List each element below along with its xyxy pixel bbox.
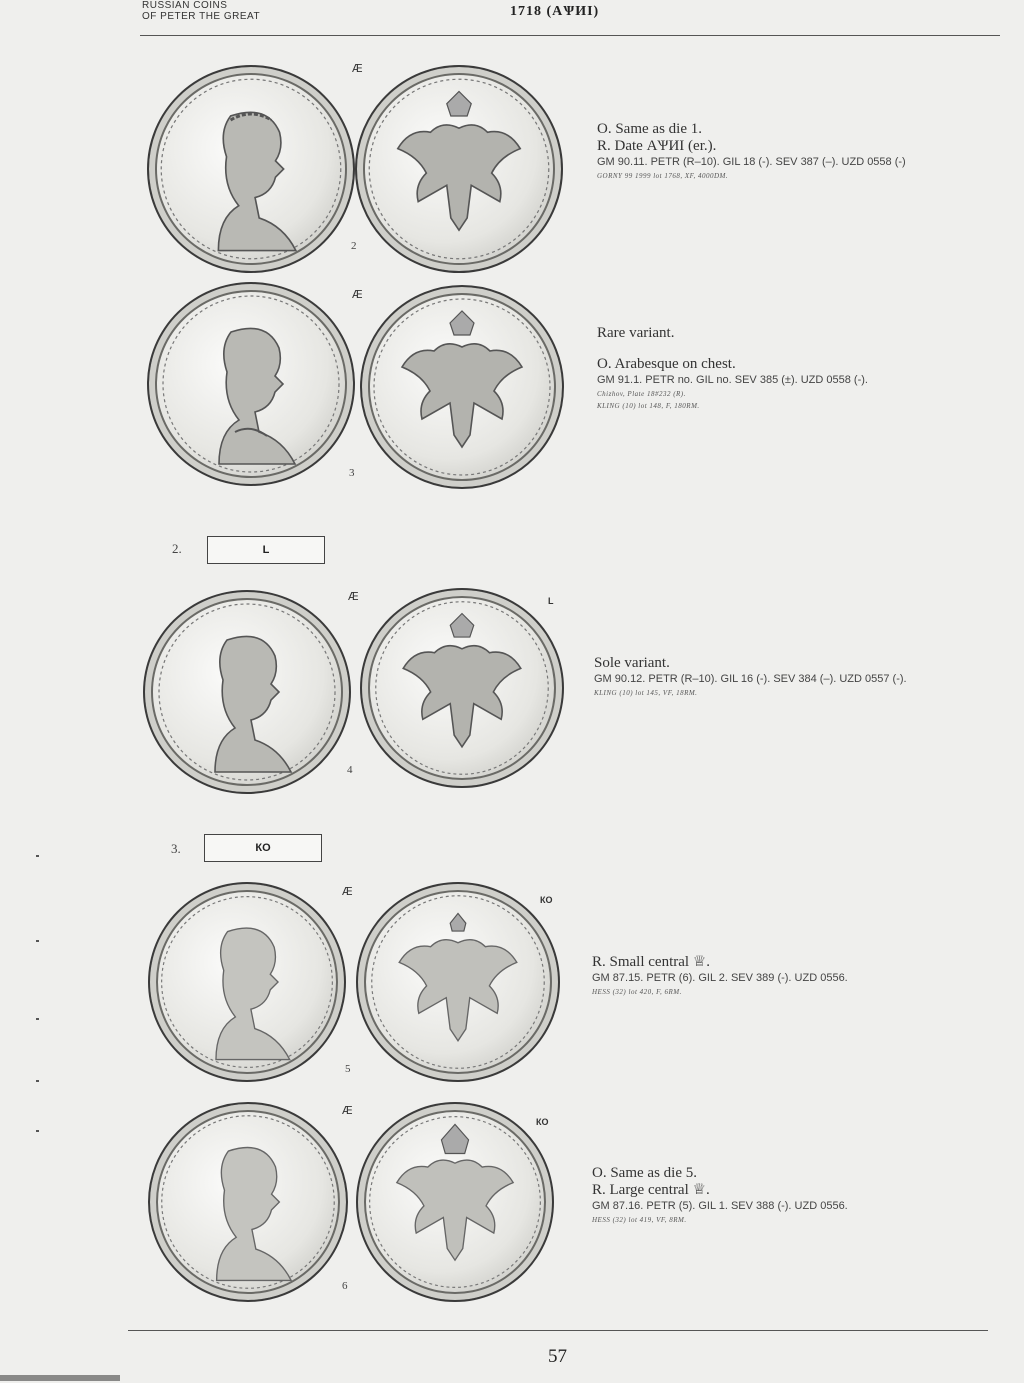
entry-line: R. Date АѰИІ (er.). <box>597 138 717 154</box>
entry-line: Sole variant. <box>594 655 670 671</box>
reverse-coin-image <box>356 1102 554 1302</box>
plate-number: 6 <box>342 1280 348 1292</box>
margin-tick <box>36 855 39 857</box>
book-title-line-1: RUSSIAN COINS <box>142 0 228 11</box>
entry-line: O. Arabesque on chest. <box>597 356 736 372</box>
header-rule <box>140 35 1000 36</box>
book-title <box>142 0 260 22</box>
entry-line: R. Large central ♕. <box>592 1182 710 1198</box>
obverse-coin-image <box>148 882 346 1082</box>
catalog-references: GM 90.11. PETR (R–10). GIL 18 (-). SEV 387 (–). UZD 0558 (-) <box>597 156 906 168</box>
plate-number: 4 <box>347 764 353 776</box>
reverse-coin-image <box>360 285 564 489</box>
margin-tick <box>36 1130 39 1132</box>
metal-symbol: Æ <box>342 885 353 898</box>
auction-record: HESS (32) lot 420, F, 6RM. <box>592 988 682 996</box>
auction-record: KLING (10) lot 145, VF, 18RM. <box>594 689 698 697</box>
reverse-coin-image <box>355 65 563 273</box>
coin-entry <box>597 325 868 412</box>
entry-line: R. Small central ♕. <box>592 954 711 970</box>
footer-rule <box>128 1330 988 1331</box>
auction-record: Chizhov, Plate 18#232 (R). <box>597 390 686 398</box>
auction-record: GORNY 99 1999 lot 1768, XF, 4000DM. <box>597 172 729 180</box>
entry-line: Rare variant. <box>597 325 675 341</box>
page-number: 57 <box>548 1346 567 1367</box>
double-headed-eagle-icon <box>362 287 562 487</box>
scan-edge-mark <box>0 1375 120 1381</box>
double-headed-eagle-icon <box>362 590 562 786</box>
mint-mark-box: КО <box>204 834 322 862</box>
coin-entry <box>597 121 906 182</box>
obverse-coin-image <box>147 282 355 486</box>
portrait-icon <box>149 284 353 484</box>
auction-record: KLING (10) lot 148, F, 180RM. <box>597 402 700 410</box>
mint-mark-label: КО <box>540 895 553 905</box>
auction-record: HESS (32) lot 419, VF, 8RM. <box>592 1216 687 1224</box>
portrait-icon <box>150 884 344 1080</box>
double-headed-eagle-icon <box>357 67 561 271</box>
catalog-references: GM 87.15. PETR (6). GIL 2. SEV 389 (-). UZD 0556. <box>592 972 848 984</box>
plate-number: 2 <box>351 240 357 252</box>
metal-symbol: Æ <box>352 288 363 301</box>
coin-entry <box>592 1165 848 1226</box>
portrait-icon <box>145 592 349 792</box>
double-headed-eagle-icon <box>358 1104 552 1300</box>
obverse-coin-image <box>143 590 351 794</box>
section-number: 2. <box>172 541 182 556</box>
double-headed-eagle-icon <box>358 884 558 1080</box>
coin-entry <box>594 655 907 699</box>
metal-symbol: Æ <box>352 62 363 75</box>
catalog-references: GM 91.1. PETR no. GIL no. SEV 385 (±). UZD 0558 (-). <box>597 374 868 386</box>
section-number: 3. <box>171 841 181 856</box>
entry-line: O. Same as die 1. <box>597 121 702 137</box>
mint-mark-box: L <box>207 536 325 564</box>
year-heading: 1718 (АѰИІ) <box>510 4 600 19</box>
margin-tick <box>36 1018 39 1020</box>
catalog-references: GM 90.12. PETR (R–10). GIL 16 (-). SEV 384 (–). UZD 0557 (-). <box>594 673 907 685</box>
obverse-coin-image <box>147 65 355 273</box>
plate-number: 3 <box>349 467 355 479</box>
plate-number: 5 <box>345 1063 351 1075</box>
entry-line: O. Same as die 5. <box>592 1165 697 1181</box>
reverse-coin-image <box>360 588 564 788</box>
margin-tick <box>36 940 39 942</box>
obverse-coin-image <box>148 1102 348 1302</box>
portrait-icon <box>150 1104 346 1300</box>
metal-symbol: Æ <box>342 1104 353 1117</box>
coin-entry <box>592 954 848 998</box>
reverse-coin-image <box>356 882 560 1082</box>
mint-mark-label: L <box>548 596 554 606</box>
catalog-references: GM 87.16. PETR (5). GIL 1. SEV 388 (-). UZD 0556. <box>592 1200 848 1212</box>
margin-tick <box>36 1080 39 1082</box>
metal-symbol: Æ <box>348 590 359 603</box>
portrait-icon <box>149 67 353 271</box>
mint-mark-label: КО <box>536 1117 549 1127</box>
book-title-line-2: OF PETER THE GREAT <box>142 11 261 22</box>
